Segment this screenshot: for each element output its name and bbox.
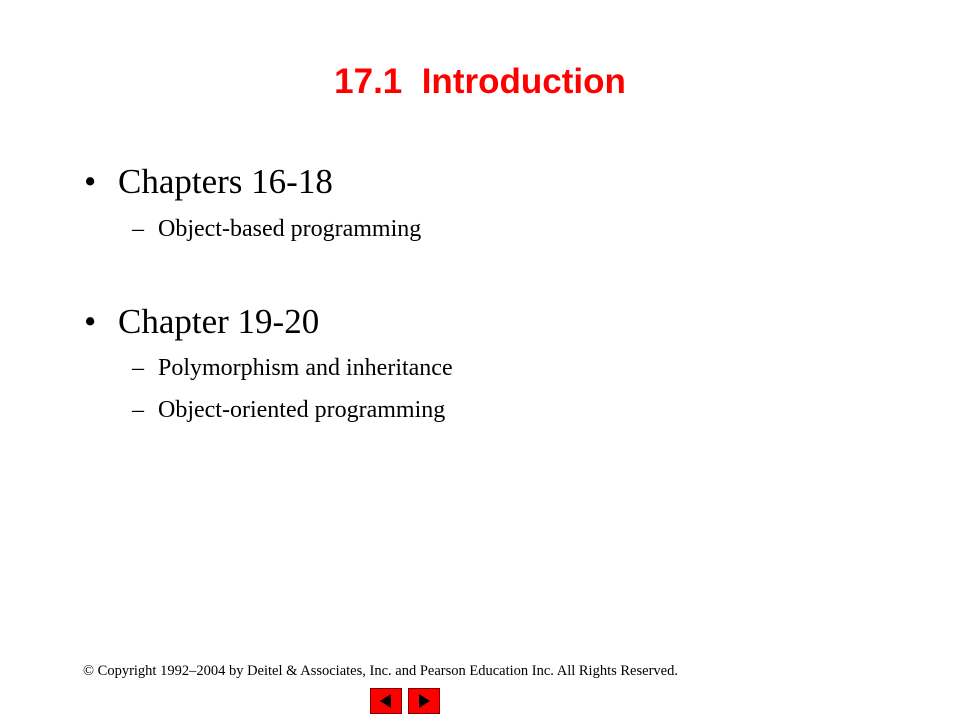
sub-item — [132, 395, 445, 425]
sub-text: Polymorphism and inheritance — [158, 355, 453, 381]
bullet-dot: • — [84, 302, 97, 341]
previous-slide-button[interactable] — [370, 688, 402, 714]
bullet-text: Chapter 19-20 — [118, 302, 320, 341]
sub-text: Object-based programming — [158, 216, 422, 242]
bullet-item — [84, 302, 319, 342]
sub-text: Object-oriented programming — [158, 397, 446, 423]
previous-arrow-icon — [371, 689, 401, 713]
sub-dash: – — [132, 216, 144, 242]
sub-dash: – — [132, 397, 144, 423]
bullet-text: Chapters 16-18 — [118, 162, 333, 201]
slide-title: 17.1 Introduction — [334, 62, 626, 101]
next-slide-button[interactable] — [408, 688, 440, 714]
copyright-footer: © Copyright 1992–2004 by Deitel & Associates, Inc. and Pearson Education Inc. All Rights Reserved. — [83, 663, 678, 679]
bullet-dot: • — [84, 162, 97, 201]
sub-dash: – — [132, 355, 144, 381]
next-arrow-icon — [409, 689, 439, 713]
bullet-item — [84, 162, 333, 202]
sub-item — [132, 353, 453, 383]
sub-item — [132, 214, 421, 244]
